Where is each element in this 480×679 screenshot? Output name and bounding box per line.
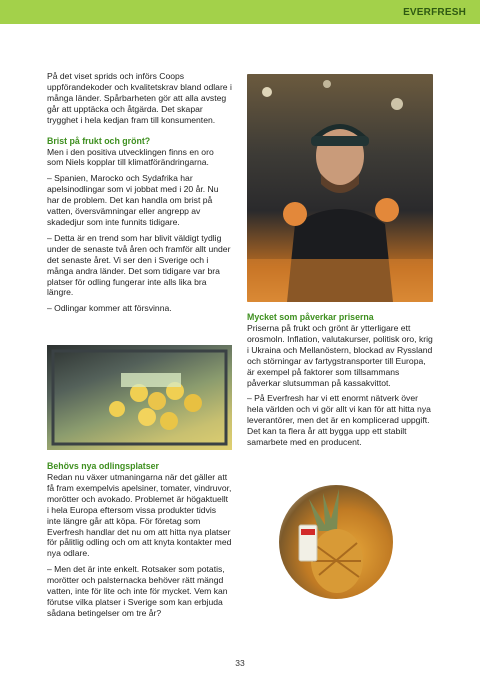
paragraph: – På Everfresh har vi ett enormt nätverk över hela världen och vi gör allt vi kan för att hitta nya leverantörer, men det är en komplicerad uppgift. Det kan ta flera år att bygga upp ett stabilt samarbete med en producent.	[247, 393, 431, 448]
pineapple-photo	[279, 485, 393, 599]
right-column	[247, 312, 435, 453]
top-bar	[0, 0, 480, 24]
subheading: Behövs nya odlingsplatser	[47, 461, 159, 471]
brand-logo: EVERFRESH	[403, 7, 466, 18]
paragraph: Priserna på frukt och grönt är ytterligare ett orosmoln. Inflation, valutakurser, politisk oro, krig i Ukraina och Mellanöstern, blockad av Ryssland och störningar av fartygstransporter till Europa, är exempel på faktorer som tillsammans påverkar slutsumman på kassakvittot.	[247, 323, 433, 388]
paragraph: På det viset sprids och införs Coops uppförandekoder och kvalitetskrav bland odlare i många länder. Spårbarheten gör att alla avsteg går att upptäcka och åtgärda. Det skapar trygghet i hela kedjan fram till konsumenten.	[47, 71, 232, 125]
paragraph: – Men det är inte enkelt. Rotsaker som potatis, morötter och palsternacka behöver rätt mängd vatten, inte för lite och inte för mycket. Vem kan förutse vilka platser i Sverige som kan erbjuda sådana betingelser om tre år?	[47, 564, 228, 618]
left-column	[47, 71, 232, 319]
paragraph: – Detta är en trend som har blivit väldigt tydlig under de senaste två åren och framför allt under det senaste året. Vi ser den i Sverige och i många andra länder. Det som tidigare var bra platser för odling fungerar inte alls lika bra längre.	[47, 232, 231, 298]
paragraph: – Spanien, Marocko och Sydafrika har apelsinodlingar som vi jobbat med i 20 år. Nu har de problem. Det kan handla om brist på vatten, översvämningar eller angrepp av skadedjur som inte funnits tidigare.	[47, 173, 219, 227]
subheading: Mycket som påverkar priserna	[247, 312, 374, 322]
paragraph: – Odlingar kommer att försvinna.	[47, 303, 172, 314]
lemons-photo	[47, 345, 232, 450]
paragraph: Men i den positiva utvecklingen finns en oro som Niels kopplar till klimatförändringarna.	[47, 146, 214, 168]
left-column-lower	[47, 461, 232, 624]
subheading: Brist på frukt och grönt?	[47, 135, 151, 146]
page-number: 33	[235, 658, 245, 668]
worker-photo	[247, 74, 433, 302]
paragraph: Redan nu växer utmaningarna när det gäller att få fram exempelvis apelsiner, tomater, vindruvor, morötter och avokado. Problemet är högaktuellt i hela Europa eftersom vissa produkter tidvis inte längre går att köpa. För företag som Everfresh handlar det nu om att hitta nya platser för pålitlig odling och om att knyta kontakter med nya odlare.	[47, 472, 232, 559]
